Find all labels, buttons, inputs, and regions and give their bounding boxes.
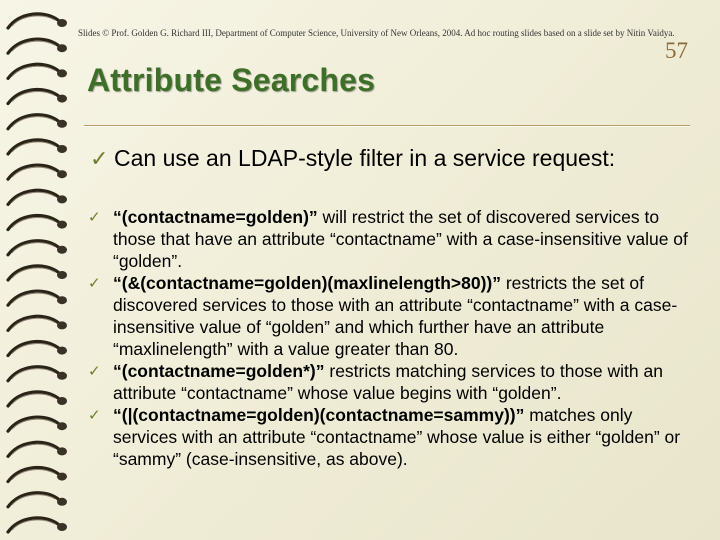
slide-credit: Slides © Prof. Golden G. Richard III, Department of Computer Science, University of New Orleans, 2004. Ad hoc routing slides based on a slide set by Nitin Vaidya. [78,28,675,38]
binding-hole [57,397,67,405]
binding-hole [57,271,67,279]
checkmark-icon: ✓ [88,275,101,292]
main-bullet [90,144,650,173]
sub-bullet-item [88,272,698,360]
spiral-binding-decoration [0,0,76,540]
slide-number: 57 [665,38,688,63]
filter-expression: “(contactname=golden)” [113,207,318,227]
filter-description: restricts the set of discovered services to those with an attribute “contactname” with a case-insensitive value of “golden” and which further have an attribute “maxlinelength” with a value greater than 80. [113,273,678,359]
checkmark-icon: ✓ [88,363,101,380]
binding-hole [57,523,67,531]
title-divider [84,125,690,127]
slide-title: Attribute Searches [87,62,376,98]
binding-hole [57,296,67,304]
binding-hole [57,246,67,254]
binding-hole [57,347,67,355]
binding-hole [57,19,67,27]
filter-expression: “(&(contactname=golden)(maxlinelength>80))” [113,273,501,293]
filter-description: matches only services with an attribute “contactname” whose value is either “golden” or “sammy” (case-insensitive, as above). [113,405,681,469]
binding-hole [57,447,67,455]
checkmark-icon: ✓ [88,209,101,226]
binding-hole [57,195,67,203]
binding-hole [57,498,67,506]
filter-description: will restrict the set of discovered services to those that have an attribute “contactname” with a case-insensitive value of “golden”. [113,207,688,271]
binding-hole [57,170,67,178]
binding-hole [57,44,67,52]
checkmark-icon: ✓ [88,407,101,424]
binding-hole [57,145,67,153]
main-bullet-text: Can use an LDAP-style filter in a service request: [114,145,616,171]
sub-bullet-item [88,404,698,470]
binding-hole [57,221,67,229]
sub-bullet-list [88,206,698,470]
binding-hole [57,120,67,128]
binding-hole [57,69,67,77]
filter-expression: “(|(contactname=golden)(contactname=sammy))” [113,405,525,425]
checkmark-icon: ✓ [90,146,109,171]
binding-hole [57,473,67,481]
filter-expression: “(contactname=golden*)” [113,361,325,381]
binding-hole [57,321,67,329]
binding-hole [57,422,67,430]
binding-hole [57,372,67,380]
binding-hole [57,95,67,103]
sub-bullet-item [88,360,698,404]
filter-description: restricts matching services to those with an attribute “contactname” whose value begins with “golden”. [113,361,663,403]
sub-bullet-item [88,206,698,272]
